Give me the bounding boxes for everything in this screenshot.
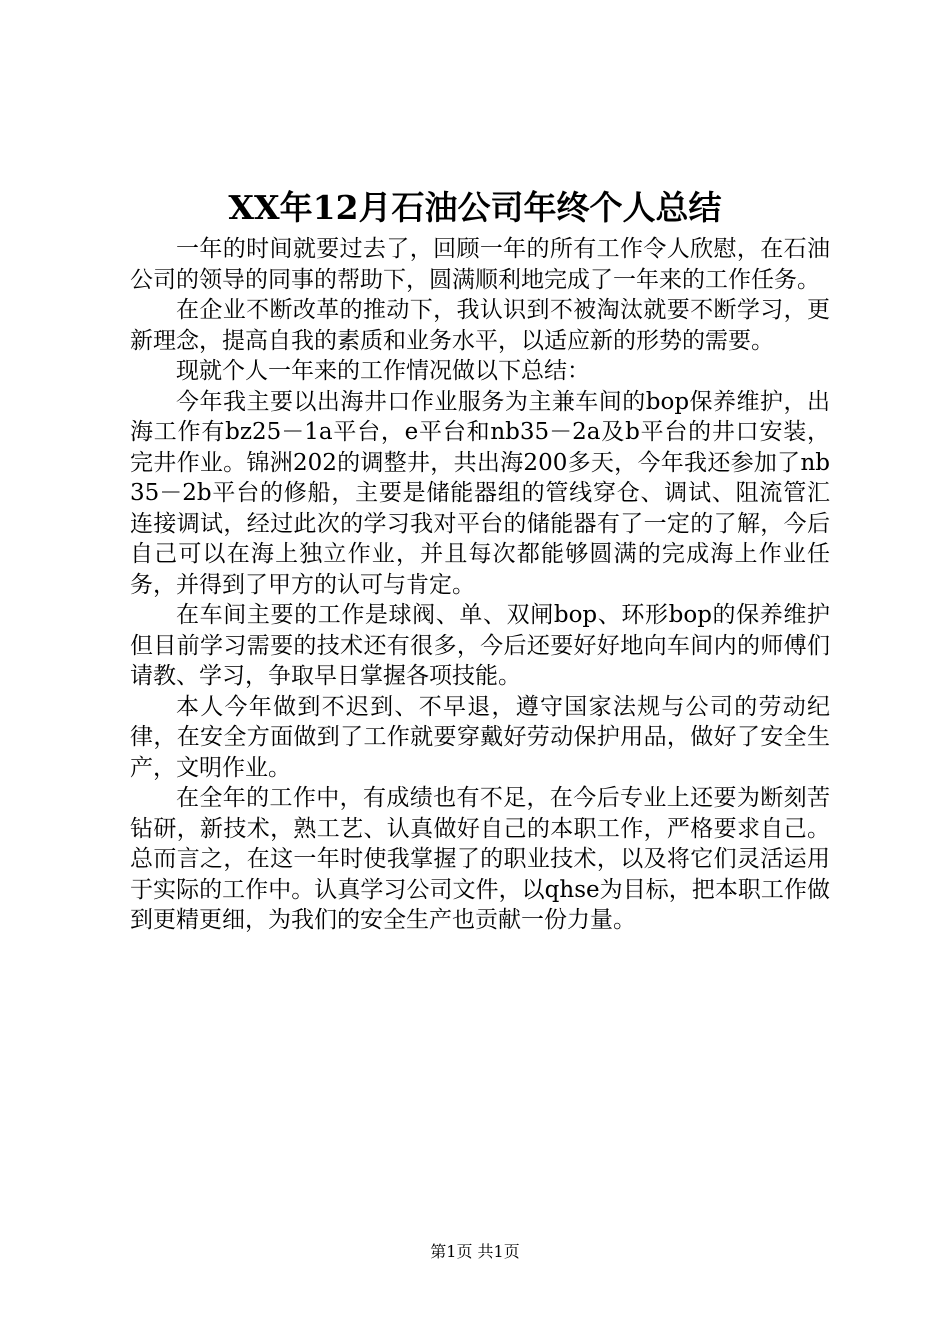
paragraph-2: 在企业不断改革的推动下，我认识到不被淘汰就要不断学习，更新理念，提高自我的素质和业务水平，以适应新的形势的需要。 (130, 297, 830, 354)
document-body (130, 234, 830, 936)
paragraph-6: 本人今年做到不迟到、不早退，遵守国家法规与公司的劳动纪律，在安全方面做到了工作就要穿戴好劳动保护用品，做好了安全生产，文明作业。 (130, 693, 830, 781)
document-title: XX年12月石油公司年终个人总结 (228, 188, 722, 227)
paragraph-5: 在车间主要的工作是球阀、单、双闸bop、环形bop的保养维护但目前学习需要的技术还有很多，今后还要好好地向车间内的师傅们请教、学习，争取早日掌握各项技能。 (130, 602, 830, 689)
paragraph-7: 在全年的工作中，有成绩也有不足，在今后专业上还要为断刻苦钻研，新技术，熟工艺、认真做好自己的本职工作，严格要求自己。总而言之，在这一年时使我掌握了的职业技术，以及将它们灵活运用于实际的工作中。认真学习公司文件，以qhse为目标，把本职工作做到更精更细，为我们的安全生产也贡献一份力量。 (130, 785, 830, 933)
paragraph-4: 今年我主要以出海井口作业服务为主兼车间的bop保养维护，出海工作有bz25－1a平台，e平台和nb35－2a及b平台的井口安装，完井作业。锦洲202的调整井，共出海200多天，今年我还参加了nb35－2b平台的修船，主要是储能器组的管线穿仓、调试、阻流管汇连接调试，经过此次的学习我对平台的储能器有了一定的了解，今后自己可以在海上独立作业，并且每次都能够圆满的完成海上作业任务，并得到了甲方的认可与肯定。 (130, 388, 830, 598)
paragraph-1: 一年的时间就要过去了，回顾一年的所有工作令人欣慰，在石油公司的领导的同事的帮助下，圆满顺利地完成了一年来的工作任务。 (130, 236, 830, 293)
paragraph-3: 现就个人一年来的工作情况做以下总结： (176, 358, 590, 384)
page-number-footer: 第1页 共1页 (430, 1242, 520, 1261)
